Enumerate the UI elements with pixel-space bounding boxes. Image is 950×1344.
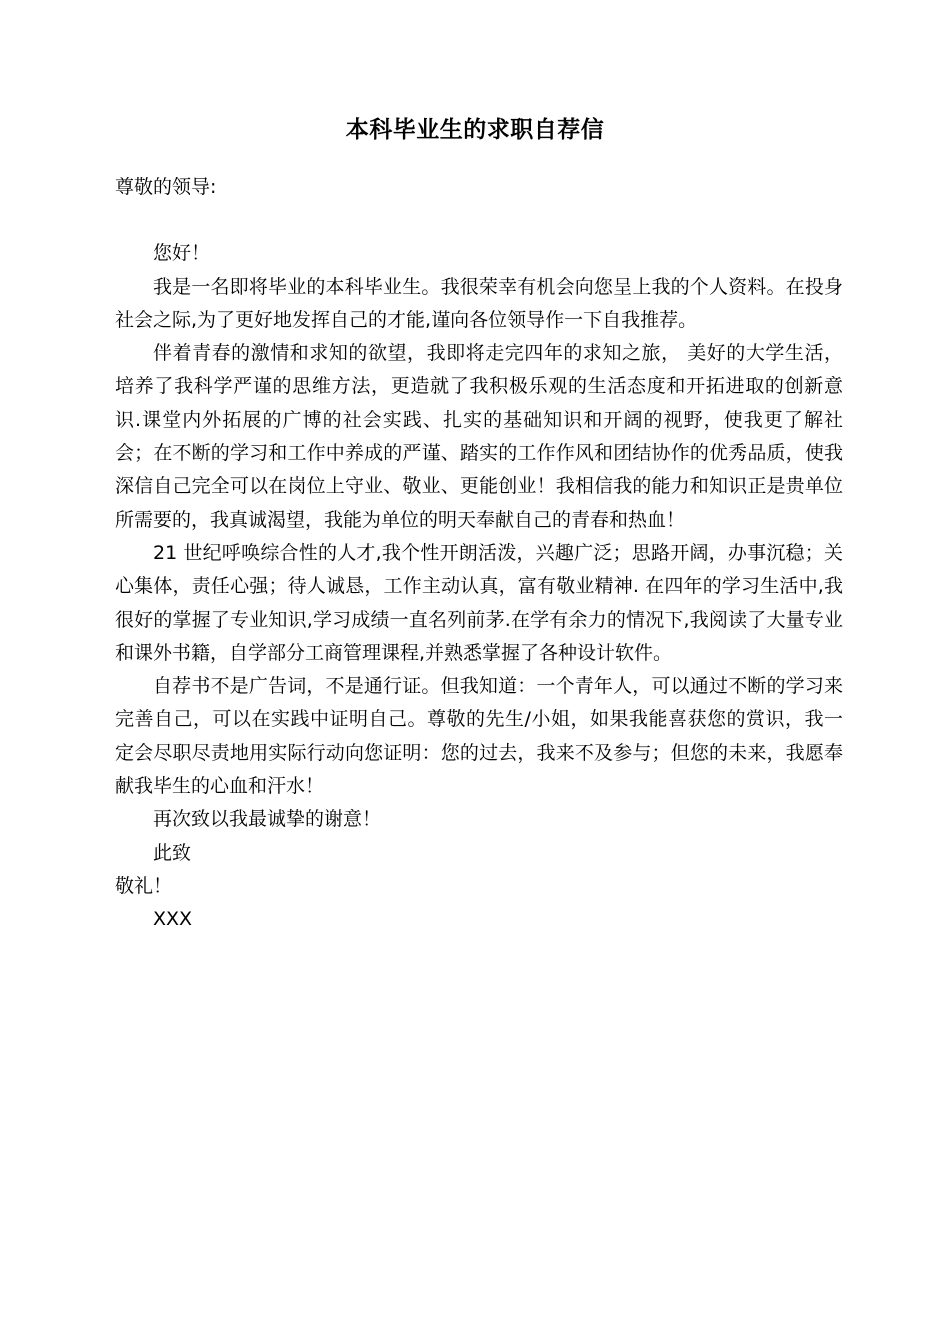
- paragraph-closing-statement: 自荐书不是广告词，不是通行证。但我知道：一个青年人，可以通过不断的学习来完善自己，可以在实践中证明自己。尊敬的先生/小姐，如果我能喜获您的赏识，我一定会尽职尽责地用实际行动向您证明：您的过去，我来不及参与；但您的未来，我愿奉献我毕生的心血和汗水！: [115, 675, 843, 798]
- paragraph-personality: 21 世纪呼唤综合性的人才,我个性开朗活泼，兴趣广泛；思路开阔，办事沉稳；关心集体，责任心强；待人诚恳，工作主动认真，富有敬业精神. 在四年的学习生活中,我很好的掌握了专业知识,学习成绩一直名列前茅.在学有余力的情况下,我阅读了大量专业和课外书籍，自学部分工商管理课程,并熟悉掌握了各种设计软件。: [115, 541, 843, 664]
- blank-line: [115, 204, 843, 237]
- greeting: 您好！: [153, 242, 211, 265]
- paragraph-education: 伴着青春的激情和求知的欲望，我即将走完四年的求知之旅， 美好的大学生活，培养了我科学严谨的思维方法，更造就了我积极乐观的生活态度和开拓进取的创新意识.课堂内外拓展的广博的社会实践、扎实的基础知识和开阔的视野，使我更了解社会；在不断的学习和工作中养成的严谨、踏实的工作作风和团结协作的优秀品质，使我深信自己完全可以在岗位上守业、敬业、更能创业！我相信我的能力和知识正是贵单位所需要的，我真诚渴望，我能为单位的明天奉献自己的青春和热血！: [115, 342, 843, 531]
- document-title: 本科毕业生的求职自荐信: [345, 117, 605, 143]
- closing-jing-li: 敬礼！: [115, 874, 173, 897]
- closing-ci-zhi: 此致: [153, 841, 192, 864]
- paragraph-thanks: 再次致以我最诚挚的谢意！: [153, 808, 382, 831]
- letter-body: [115, 171, 843, 937]
- signature: XXX: [153, 908, 193, 931]
- paragraph-intro: 我是一名即将毕业的本科毕业生。我很荣幸有机会向您呈上我的个人资料。在投身社会之际,为了更好地发挥自己的才能,谨向各位领导作一下自我推荐。: [115, 275, 843, 331]
- salutation: 尊敬的领导:: [115, 176, 217, 198]
